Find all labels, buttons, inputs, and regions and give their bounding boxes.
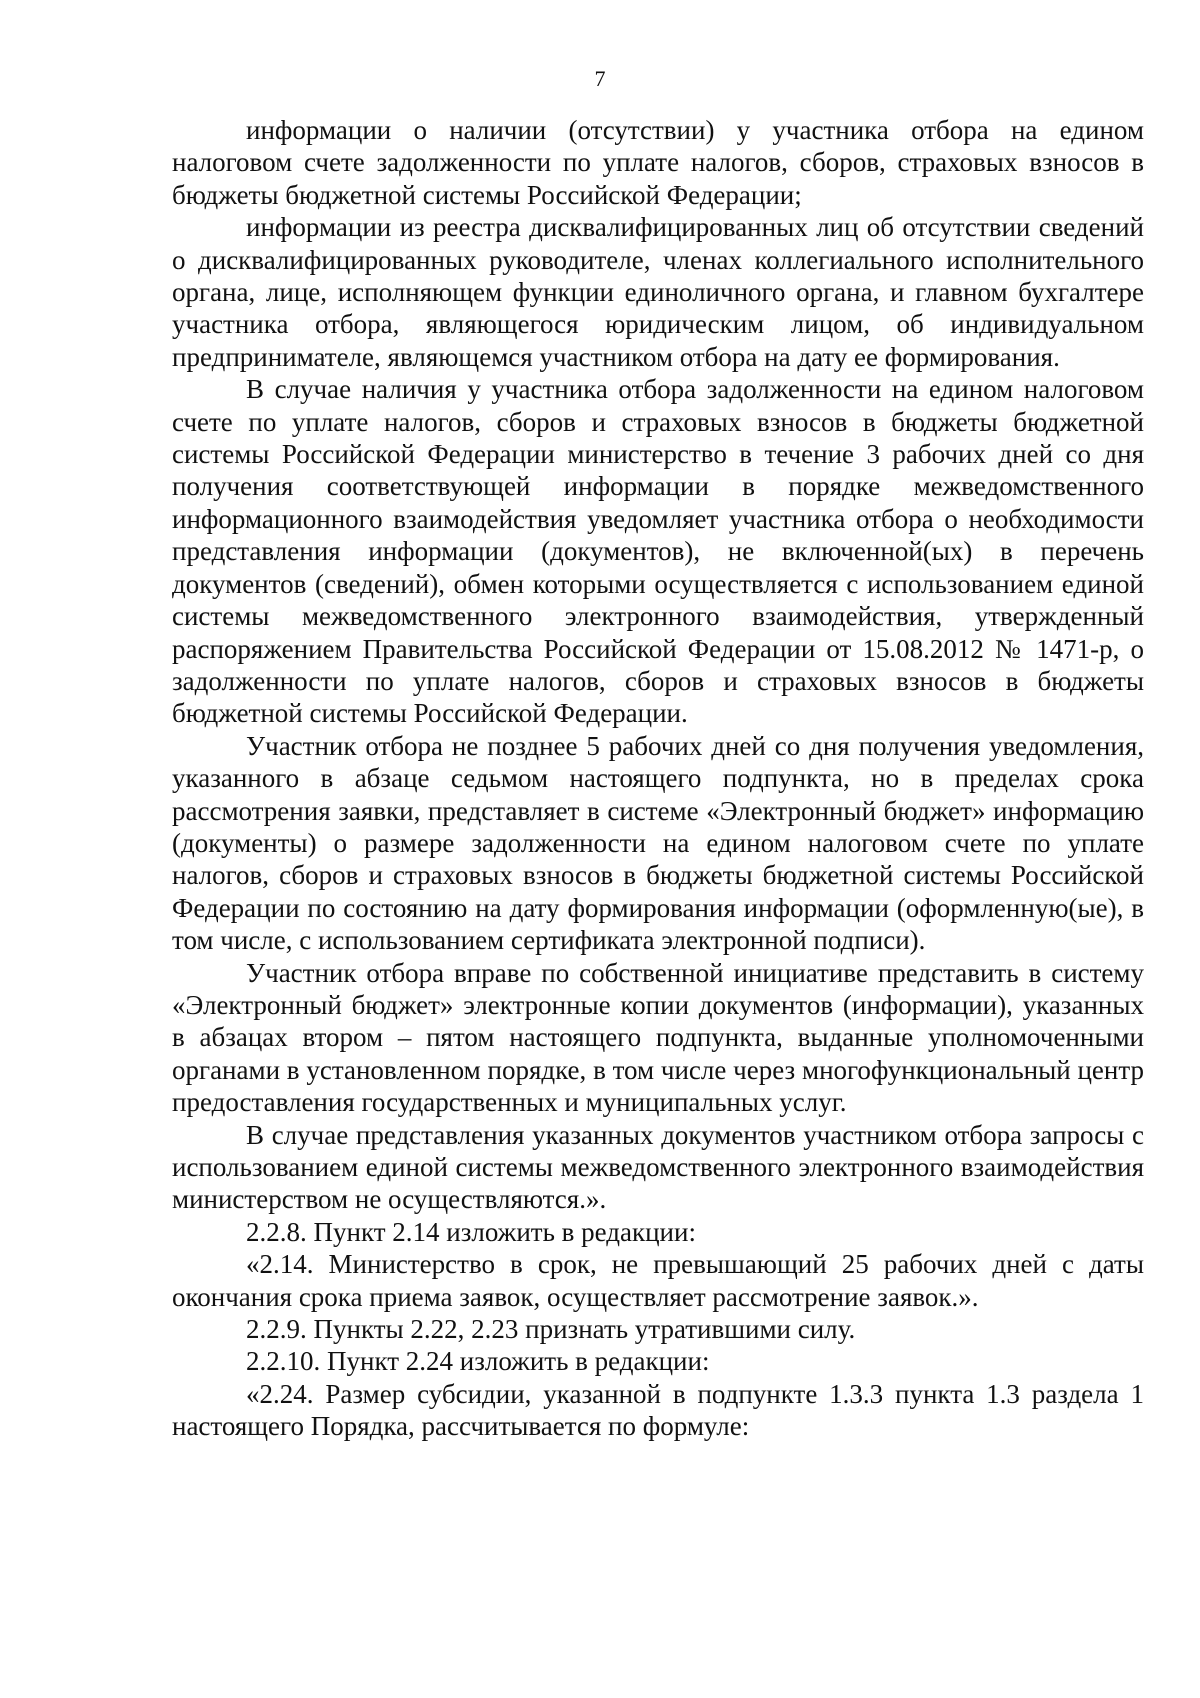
paragraph-item-2-2-9: 2.2.9. Пункты 2.22, 2.23 признать утратившими силу. — [246, 1314, 856, 1345]
document-body — [172, 114, 1144, 1443]
paragraph-tax-debt-info: информации о наличии (отсутствии) у участника отбора на едином налоговом счете задолженности по уплате налогов, сборов, страховых взносов в бюджеты бюджетной системы Российской Федерации; — [172, 115, 1144, 210]
paragraph-item-2-24: «2.24. Размер субсидии, указанной в подпункте 1.3.3 пункта 1.3 раздела 1 настоящего Порядка, рассчитывается по формуле: — [172, 1378, 1144, 1442]
paragraph-participant-response: Участник отбора не позднее 5 рабочих дней со дня получения уведомления, указанного в абзаце седьмом настоящего подпункта, но в пределах срока рассмотрения заявки, представляет в системе «Электронный бюджет» информацию (документы) о размере задолженности на едином налоговом счете по уплате налогов, сборов и страховых взносов в бюджеты бюджетной системы Российской Федерации по состоянию на дату формирования информации (оформленную(ые), в том числе, с использованием сертификата электронной подписи). — [172, 730, 1144, 956]
paragraph-item-2-2-8: 2.2.8. Пункт 2.14 изложить в редакции: — [246, 1216, 696, 1247]
page-number: 7 — [594, 66, 606, 91]
paragraph-item-2-2-10: 2.2.10. Пункт 2.24 изложить в редакции: — [246, 1346, 710, 1377]
paragraph-own-initiative: Участник отбора вправе по собственной инициативе представить в систему «Электронный бюджет» электронные копии документов (информации), указанных в абзацах втором – пятом настоящего подпункта, выданные уполномоченными органами в установленном порядке, в том числе через многофункциональный центр предоставления государственных и муниципальных услуг. — [172, 957, 1144, 1118]
paragraph-disqualified-registry: информации из реестра дисквалифицированных лиц об отсутствии сведений о дисквалифицированных руководителе, членах коллегиального исполнительного органа, лице, исполняющем функции единоличного органа, и главном бухгалтере участника отбора, являющегося юридическим лицом, об индивидуальном предпринимателе, являющемся участником отбора на дату ее формирования. — [172, 212, 1144, 372]
paragraph-debt-notification: В случае наличия у участника отбора задолженности на едином налоговом счете по уплате налогов, сборов и страховых взносов в бюджеты бюджетной системы Российской Федерации министерство в течение 3 рабочих дней со дня получения соответствующей информации в порядке межведомственного информационного взаимодействия уведомляет участника отбора о необходимости представления информации (документов), не включенной(ых) в перечень документов (сведений), обмен которыми осуществляется с использованием единой системы межведомственного электронного взаимодействия, утвержденный распоряжением Правительства Российской Федерации от 15.08.2012 № 1471-р, о задолженности по уплате налогов, сборов и страховых взносов в бюджеты бюджетной системы Российской Федерации. — [172, 374, 1144, 729]
paragraph-item-2-14: «2.14. Министерство в срок, не превышающий 25 рабочих дней с даты окончания срока приема заявок, осуществляет рассмотрение заявок.». — [172, 1249, 1144, 1312]
paragraph-no-requests: В случае представления указанных документов участником отбора запросы с использованием единой системы межведомственного электронного взаимодействия министерством не осуществляются.». — [172, 1119, 1144, 1215]
